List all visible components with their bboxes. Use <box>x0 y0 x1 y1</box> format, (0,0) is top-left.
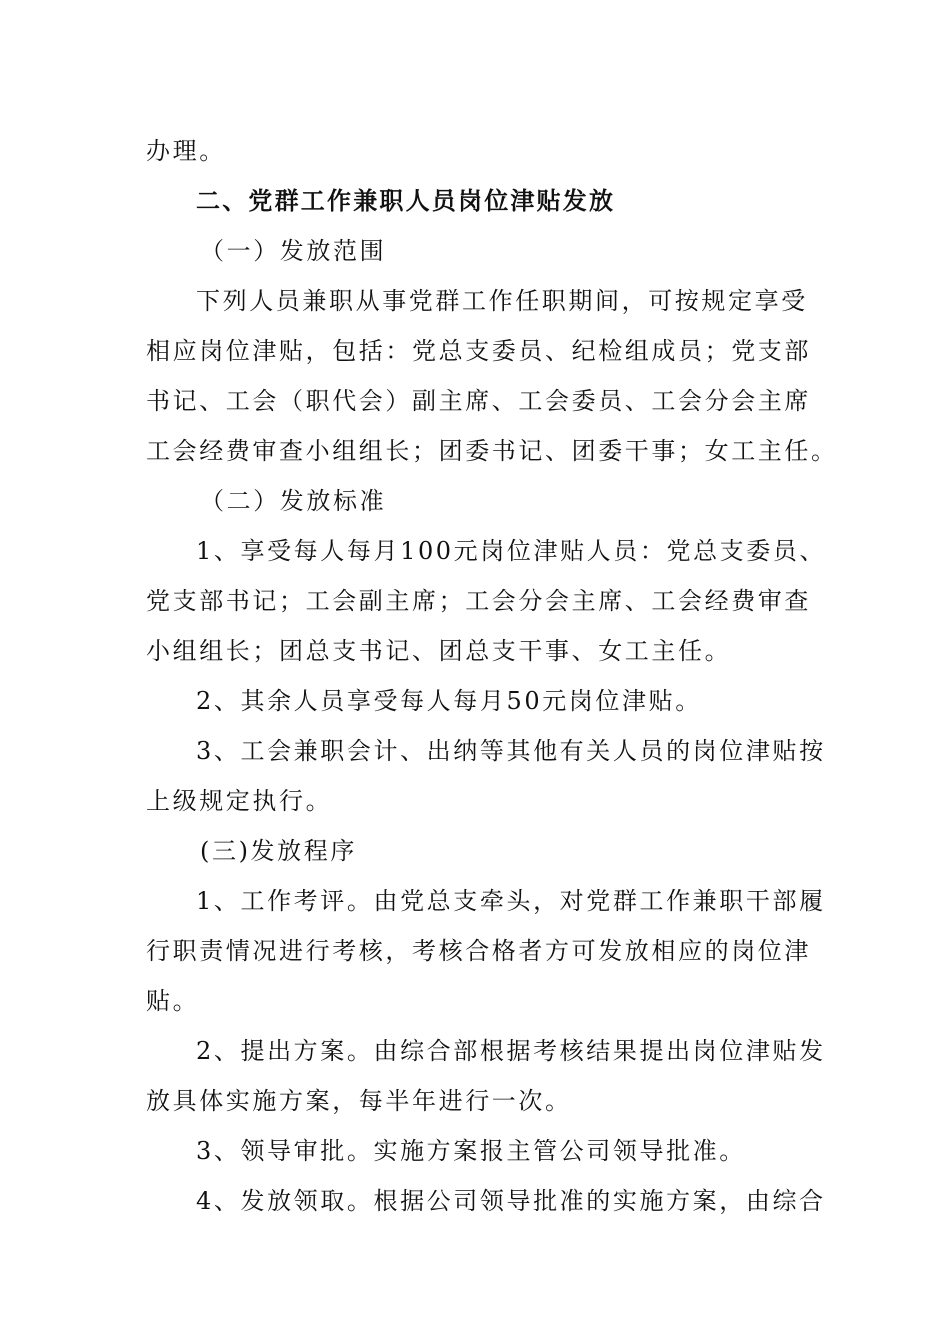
text-line: 1、享受每人每月100元岗位津贴人员：党总支委员、 <box>196 537 827 565</box>
subsection-heading: （二）发放标准 <box>200 487 387 515</box>
text-line: 工会经费审查小组组长；团委书记、团委干事；女工主任。 <box>146 437 838 465</box>
text-line: 4、发放领取。根据公司领导批准的实施方案，由综合 <box>196 1187 826 1215</box>
text-line: 相应岗位津贴，包括：党总支委员、纪检组成员；党支部 <box>146 337 811 365</box>
text-line: 书记、工会（职代会）副主席、工会委员、工会分会主席 <box>146 387 811 415</box>
text-line: 贴。 <box>146 987 200 1015</box>
text-line: 放具体实施方案，每半年进行一次。 <box>146 1087 572 1115</box>
text-line: 2、提出方案。由综合部根据考核结果提出岗位津贴发 <box>196 1037 826 1065</box>
text-line: 3、领导审批。实施方案报主管公司领导批准。 <box>196 1137 746 1165</box>
text-line: 2、其余人员享受每人每月50元岗位津贴。 <box>196 687 702 715</box>
text-line: 下列人员兼职从事党群工作任职期间，可按规定享受 <box>196 287 808 315</box>
text-line: 3、工会兼职会计、出纳等其他有关人员的岗位津贴按 <box>196 737 826 765</box>
text-line: 办理。 <box>146 137 226 165</box>
text-line: 行职责情况进行考核，考核合格者方可发放相应的岗位津 <box>146 937 811 965</box>
text-line: 1、工作考评。由党总支牵头，对党群工作兼职干部履 <box>196 887 826 915</box>
subsection-heading: （一）发放范围 <box>200 237 387 265</box>
section-heading: 二、党群工作兼职人员岗位津贴发放 <box>196 187 616 215</box>
text-line: 小组组长；团总支书记、团总支干事、女工主任。 <box>146 637 732 665</box>
text-line: 党支部书记；工会副主席；工会分会主席、工会经费审查 <box>146 587 811 615</box>
subsection-heading: (三)发放程序 <box>200 837 357 865</box>
text-line: 上级规定执行。 <box>146 787 333 815</box>
